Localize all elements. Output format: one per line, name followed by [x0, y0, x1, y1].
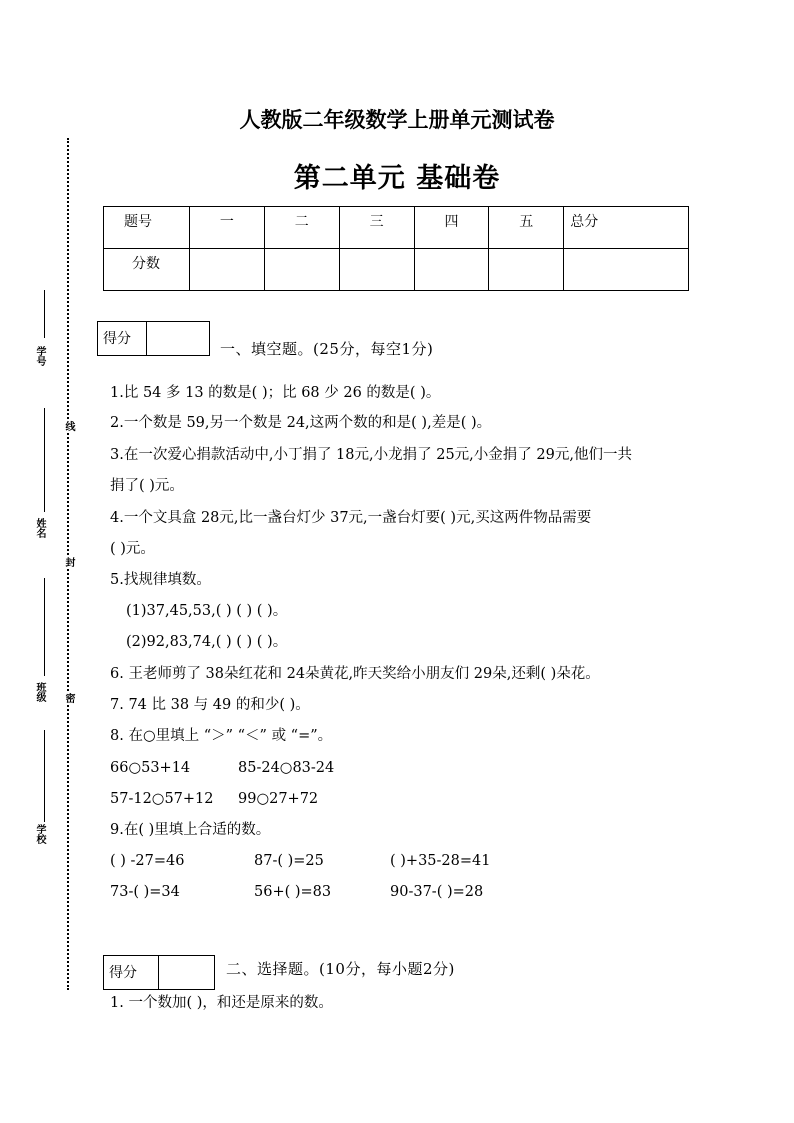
section2-score-box — [103, 955, 215, 990]
section2-score-label: 得分 — [104, 956, 159, 989]
name-line — [44, 408, 45, 512]
section2-score-field[interactable] — [159, 956, 214, 989]
score-table-header-cell: 四 — [414, 207, 489, 249]
student-id-line — [44, 290, 45, 338]
question-8-item: 57-12○57+12 — [110, 791, 214, 807]
section1-score-box — [97, 321, 210, 356]
score-cell[interactable] — [564, 249, 689, 291]
class-line — [44, 578, 45, 676]
score-cell[interactable] — [264, 249, 339, 291]
school-line — [44, 730, 45, 822]
class-label: 班级 — [34, 682, 45, 702]
section1-score-field[interactable] — [147, 322, 209, 355]
section2-heading: 二、选择题。(10分，每小题2分) — [226, 960, 455, 978]
seal-char-secret: 密 — [63, 693, 74, 703]
student-id-label: 学号 — [34, 346, 45, 366]
question-5-part-1: (1)37,45,53,( ) ( ) ( )。 — [126, 603, 288, 619]
question-3-cont: 捐了( )元。 — [110, 478, 184, 494]
question-9-item: ( ) -27=46 — [110, 853, 185, 869]
score-table-header-cell: 五 — [489, 207, 564, 249]
question-5-part-2: (2)92,83,74,( ) ( ) ( )。 — [126, 634, 288, 650]
seal-char-line: 线 — [63, 421, 74, 431]
question-9-item: 73-( )=34 — [110, 884, 180, 900]
score-table — [103, 206, 689, 291]
question-9-item: 87-( )=25 — [254, 853, 324, 869]
exam-subtitle: 第二单元 基础卷 — [293, 163, 501, 194]
question-7: 7. 74 比 38 与 49 的和少( )。 — [110, 697, 310, 713]
question-4: 4.一个文具盒 28元,比一盏台灯少 37元,一盏台灯要( )元,买这两件物品需要 — [110, 510, 592, 526]
question-2: 2.一个数是 59,另一个数是 24,这两个数的和是( ),差是( )。 — [110, 415, 492, 431]
question-1: 1.比 54 多 13 的数是( )；比 68 少 26 的数是( )。 — [110, 385, 441, 401]
score-row-label: 分数 — [104, 249, 190, 291]
score-cell[interactable] — [414, 249, 489, 291]
exam-title: 人教版二年级数学上册单元测试卷 — [239, 107, 555, 132]
question-5: 5.找规律填数。 — [110, 572, 211, 588]
question-8-item: 66○53+14 — [110, 760, 191, 776]
score-table-score-row — [104, 249, 689, 291]
school-label: 学校 — [34, 824, 45, 844]
score-table-header-cell: 二 — [264, 207, 339, 249]
section2-question-1: 1. 一个数加( )，和还是原来的数。 — [110, 995, 333, 1011]
question-9-item: 90-37-( )=28 — [390, 884, 484, 900]
score-cell[interactable] — [339, 249, 414, 291]
score-cell[interactable] — [489, 249, 564, 291]
question-9-item: 56+( )=83 — [254, 884, 332, 900]
question-4-cont: ( )元。 — [110, 541, 155, 557]
score-table-header-cell: 一 — [190, 207, 265, 249]
question-3: 3.在一次爱心捐款活动中,小丁捐了 18元,小龙捐了 25元,小金捐了 29元,他们一共 — [110, 447, 632, 463]
score-table-header-cell: 三 — [339, 207, 414, 249]
question-9-item: ( )+35-28=41 — [390, 853, 491, 869]
question-8-item: 99○27+72 — [238, 791, 319, 807]
section1-score-label: 得分 — [98, 322, 147, 355]
question-8-item: 85-24○83-24 — [238, 760, 335, 776]
score-cell[interactable] — [190, 249, 265, 291]
section1-heading: 一、填空题。(25分，每空1分) — [220, 340, 434, 358]
question-9: 9.在( )里填上合适的数。 — [110, 822, 271, 838]
question-8: 8. 在○里填上 “＞” “＜” 或 “=”。 — [110, 728, 333, 744]
question-6: 6. 王老师剪了 38朵红花和 24朵黄花,昨天奖给小朋友们 29朵,还剩( )朵花。 — [110, 666, 600, 682]
score-table-header-row — [104, 207, 689, 249]
score-table-header-cell: 总分 — [564, 207, 689, 249]
seal-char-seal: 封 — [63, 557, 74, 567]
score-table-header-cell: 题号 — [104, 207, 190, 249]
name-label: 姓名 — [34, 518, 45, 538]
